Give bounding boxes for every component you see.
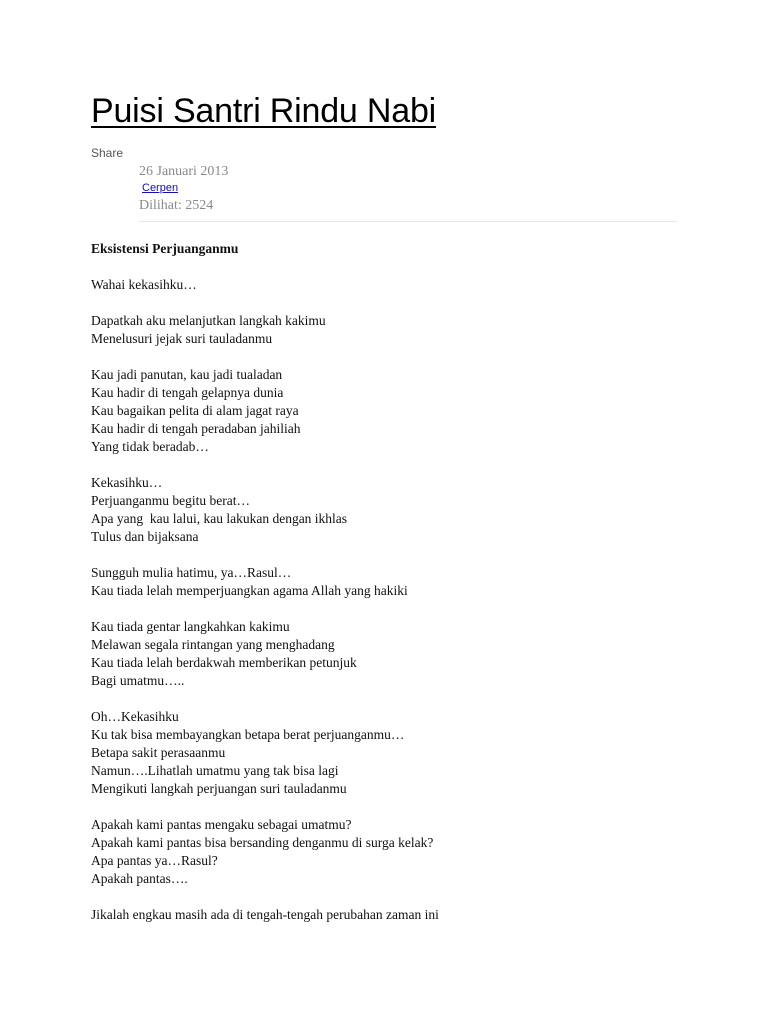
poem-line: Wahai kekasihku… (91, 277, 197, 292)
poem-line: Kekasihku… (91, 475, 163, 490)
stanza (91, 906, 711, 924)
stanza (91, 474, 711, 546)
poem-line: Apa yang kau lalui, kau lakukan dengan ikhlas (91, 511, 348, 526)
poem-line: Oh…Kekasihku (91, 709, 179, 724)
poem-line: Kau hadir di tengah gelapnya dunia (91, 385, 284, 400)
poem-line: Menelusuri jejak suri tauladanmu (91, 331, 273, 346)
poem-heading: Eksistensi Perjuanganmu (91, 241, 239, 256)
poem-line: Sungguh mulia hatimu, ya…Rasul… (91, 565, 292, 580)
stanza (91, 276, 711, 294)
poem-line: Apakah kami pantas bisa bersanding denganmu di surga kelak? (91, 835, 434, 850)
poem-line: Ku tak bisa membayangkan betapa berat perjuanganmu… (91, 727, 405, 742)
poem-body (91, 240, 711, 942)
poem-line: Apakah kami pantas mengaku sebagai umatmu? (91, 817, 352, 832)
page-title: Puisi Santri Rindu Nabi (91, 92, 437, 130)
category-link[interactable]: Cerpen (142, 182, 179, 194)
poem-line: Kau tiada lelah berdakwah memberikan petunjuk (91, 655, 357, 670)
post-date: 26 Januari 2013 (139, 164, 229, 179)
poem-line: Mengikuti langkah perjuangan suri tauladanmu (91, 781, 347, 796)
poem-line: Yang tidak beradab… (91, 439, 209, 454)
meta-divider (139, 221, 677, 222)
stanza (91, 312, 711, 348)
share-label[interactable]: Share (91, 146, 124, 160)
stanza (91, 366, 711, 456)
poem-line: Kau tiada lelah memperjuangkan agama Allah yang hakiki (91, 583, 408, 598)
poem-line: Namun….Lihatlah umatmu yang tak bisa lagi (91, 763, 339, 778)
stanza (91, 618, 711, 690)
poem-line: Dapatkah aku melanjutkan langkah kakimu (91, 313, 326, 328)
poem-line: Jikalah engkau masih ada di tengah-tengah perubahan zaman ini (91, 907, 439, 922)
poem-line: Tulus dan bijaksana (91, 529, 199, 544)
stanza (91, 708, 711, 798)
view-count: Dilihat: 2524 (139, 198, 214, 213)
poem-line: Melawan segala rintangan yang menghadang (91, 637, 335, 652)
poem-line: Kau hadir di tengah peradaban jahiliah (91, 421, 301, 436)
poem-line: Kau bagaikan pelita di alam jagat raya (91, 403, 299, 418)
poem-line: Kau tiada gentar langkahkan kakimu (91, 619, 290, 634)
stanza (91, 816, 711, 888)
poem-line: Apa pantas ya…Rasul? (91, 853, 218, 868)
poem-line: Kau jadi panutan, kau jadi tualadan (91, 367, 283, 382)
poem-line: Perjuanganmu begitu berat… (91, 493, 250, 508)
poem-line: Bagi umatmu….. (91, 673, 185, 688)
poem-line: Apakah pantas…. (91, 871, 188, 886)
stanza (91, 564, 711, 600)
poem-line: Betapa sakit perasaanmu (91, 745, 226, 760)
